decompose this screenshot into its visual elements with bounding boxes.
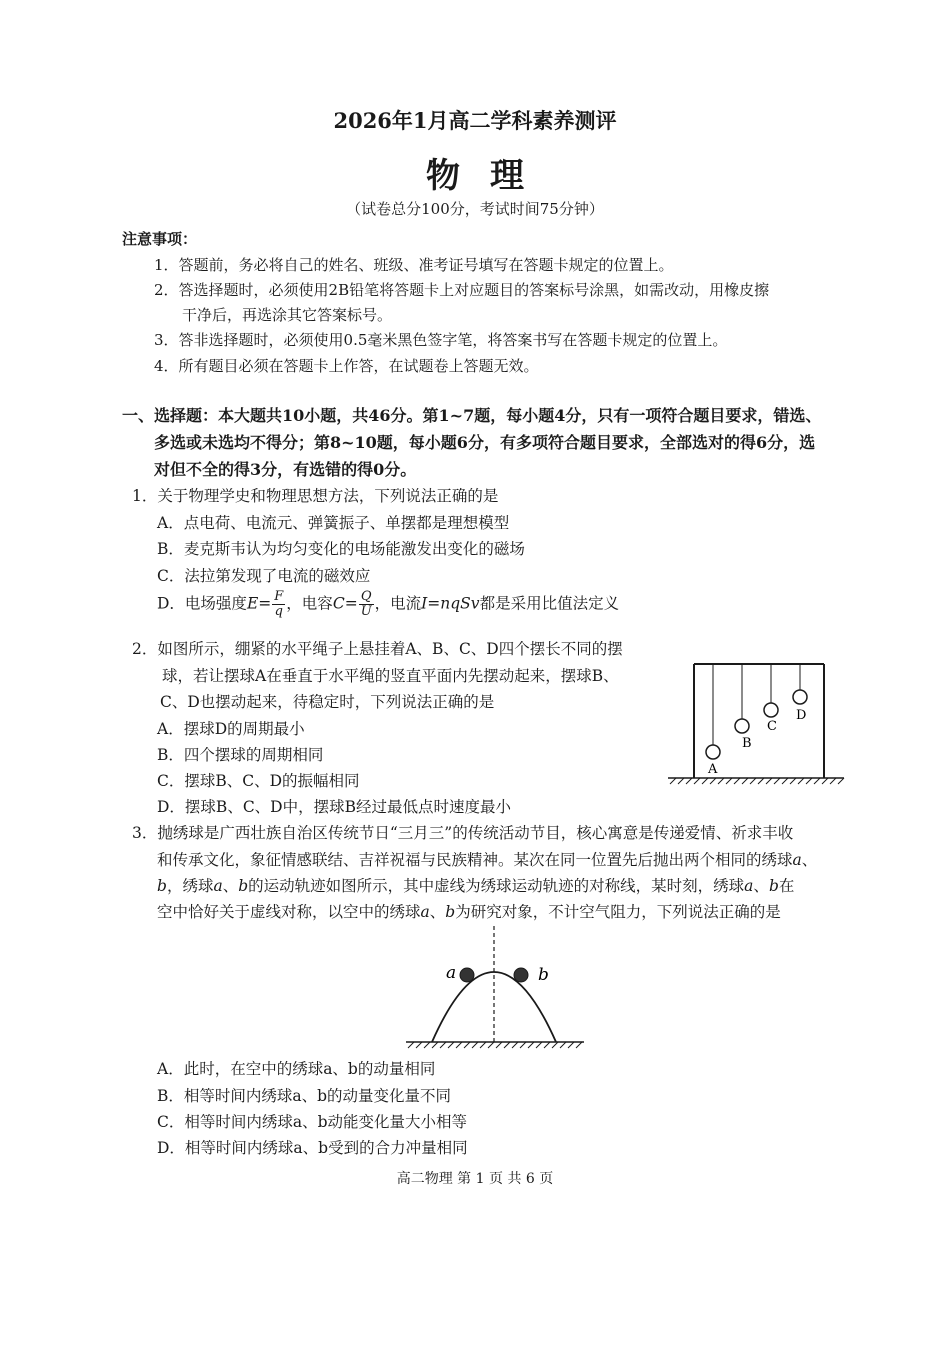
ball-a — [706, 745, 720, 759]
numerator: F — [274, 589, 284, 604]
question-1-option-a: A．点电荷、电流元、弹簧振子、单摆都是理想模型 — [157, 514, 510, 532]
ground-hatch — [408, 1042, 582, 1048]
label-c: C — [767, 719, 777, 734]
symbol-e: E — [246, 594, 259, 613]
question-1-option-d: D．电场强度E= $\frac{F}{q}$ ，电容C= $\frac{Q}{U}$ ，电流I=nqSv都是采用比值法定义 — [157, 589, 620, 619]
text-run: 、 — [222, 877, 239, 895]
question-3-stem — [157, 848, 817, 870]
question-3-stem — [157, 900, 781, 922]
label-d: D — [796, 708, 807, 723]
question-2-option-d: D．摆球B、C、D中，摆球B经过最低点时速度最小 — [157, 798, 511, 816]
label-b: b — [538, 965, 549, 985]
current-formula: I=nqSv — [421, 594, 480, 613]
question-2-stem: 2．如图所示，绷紧的水平绳子上悬挂着A、B、C、D四个摆长不同的摆 — [132, 640, 623, 658]
text-run: 、 — [753, 877, 769, 895]
section-heading: 一、选择题：本大题共10小题，共46分。第1~7题，每小题4分，只有一项符合题目要求，错选、 — [122, 406, 822, 425]
var-b: b — [238, 877, 249, 895]
text-run: 、 — [429, 903, 446, 921]
exam-title: 2026年1月高二学科素养测评 — [333, 108, 617, 133]
fraction-q-over-u — [359, 590, 374, 619]
question-3-option-d: D．相等时间内绣球a、b受到的合力冲量相同 — [157, 1139, 468, 1157]
ball-b — [735, 719, 749, 733]
text-run: 在 — [778, 877, 795, 895]
text-run: 空中恰好关于虚线对称，以空中的绣球 — [157, 903, 421, 921]
ball-c — [764, 703, 778, 717]
question-2-stem: C、D也摆动起来，待稳定时，下列说法正确的是 — [160, 693, 495, 711]
note-item: 4．所有题目必须在答题卡上作答，在试题卷上答题无效。 — [154, 357, 539, 375]
text-run: 和传承文化，象征情感联结、吉祥祝福与民族精神。某次在同一位置先后抛出两个相同的绣球 — [157, 851, 793, 869]
ground-hatch — [670, 778, 844, 784]
ball-a — [460, 968, 474, 982]
denominator: q — [274, 604, 283, 619]
numerator: Q — [359, 590, 374, 605]
section-heading: 多选或未选均不得分；第8~10题，每小题6分，有多项符合题目要求，全部选对的得6分，选 — [154, 433, 816, 452]
note-item: 干净后，再选涂其它答案标号。 — [182, 306, 393, 324]
option-d-prefix: D．电场强度 — [157, 594, 247, 613]
var-b: b — [157, 877, 167, 895]
trajectory-figure — [400, 922, 590, 1050]
question-2-stem: 球，若让摆球A在垂直于水平绳的竖直平面内先摆动起来，摆球B、 — [162, 667, 619, 685]
var-b: b — [768, 877, 779, 895]
question-2-option-a: A．摆球D的周期最小 — [157, 720, 305, 738]
question-3-stem: 3．抛绣球是广西壮族自治区传统节日“三月三”的传统活动节目，核心寓意是传递爱情、祈求丰收 — [132, 824, 794, 842]
label-a: A — [708, 762, 718, 777]
note-item: 3．答非选择题时，必须使用0.5毫米黑色签字笔，将答案书写在答题卡规定的位置上。 — [154, 331, 728, 349]
denominator: U — [360, 604, 372, 619]
question-2-option-b: B．四个摆球的周期相同 — [157, 746, 324, 764]
var-a: a — [792, 851, 802, 869]
text-run: ，绣球 — [166, 877, 214, 895]
var-a: a — [420, 903, 430, 921]
text-run: 的运动轨迹如图所示，其中虚线为绣球运动轨迹的对称线，某时刻，绣球 — [248, 877, 745, 895]
ball-d — [793, 690, 807, 704]
text-run: 、 — [801, 851, 818, 869]
var-a: a — [744, 877, 754, 895]
note-item: 1．答题前，务必将自己的姓名、班级、准考证号填写在答题卡规定的位置上。 — [154, 256, 674, 274]
question-1-stem: 1．关于物理学史和物理思想方法，下列说法正确的是 — [132, 487, 499, 505]
question-3-stem — [157, 874, 794, 896]
question-2-option-c: C．摆球B、C、D的振幅相同 — [157, 772, 360, 790]
page-footer: 高二物理 第 1 页 共 6 页 — [396, 1171, 554, 1187]
option-d-suffix: 都是采用比值法定义 — [479, 594, 620, 613]
option-d-mid2: ，电流 — [374, 594, 422, 613]
question-1-option-b: B．麦克斯韦认为均匀变化的电场能激发出变化的磁场 — [157, 540, 525, 558]
note-item: 2．答选择题时，必须使用2B铅笔将答题卡上对应题目的答案标号涂黑，如需改动，用橡皮擦 — [154, 281, 770, 299]
exam-info: （试卷总分100分，考试时间75分钟） — [346, 200, 604, 218]
question-3-option-c: C．相等时间内绣球a、b动能变化量大小相等 — [157, 1113, 468, 1131]
question-1-option-c: C．法拉第发现了电流的磁效应 — [157, 567, 371, 585]
question-3-option-a: A．此时，在空中的绣球a、b的动量相同 — [157, 1060, 436, 1078]
var-b: b — [445, 903, 456, 921]
section-heading: 对但不全的得3分，有选错的得0分。 — [154, 460, 417, 479]
fraction-f-over-q — [272, 590, 285, 619]
question-3-option-b: B．相等时间内绣球a、b的动量变化量不同 — [157, 1087, 452, 1105]
label-a: a — [446, 963, 457, 983]
text-run: 为研究对象，不计空气阻力，下列说法正确的是 — [455, 903, 781, 921]
label-b: B — [742, 736, 752, 751]
symbol-c: C — [332, 594, 345, 613]
pendulum-figure — [660, 650, 850, 790]
var-a: a — [213, 877, 223, 895]
notes-heading: 注意事项： — [122, 230, 198, 248]
subject-title: 物理 — [426, 156, 554, 196]
option-d-mid: ，电容 — [286, 594, 333, 613]
ball-b — [514, 968, 528, 982]
